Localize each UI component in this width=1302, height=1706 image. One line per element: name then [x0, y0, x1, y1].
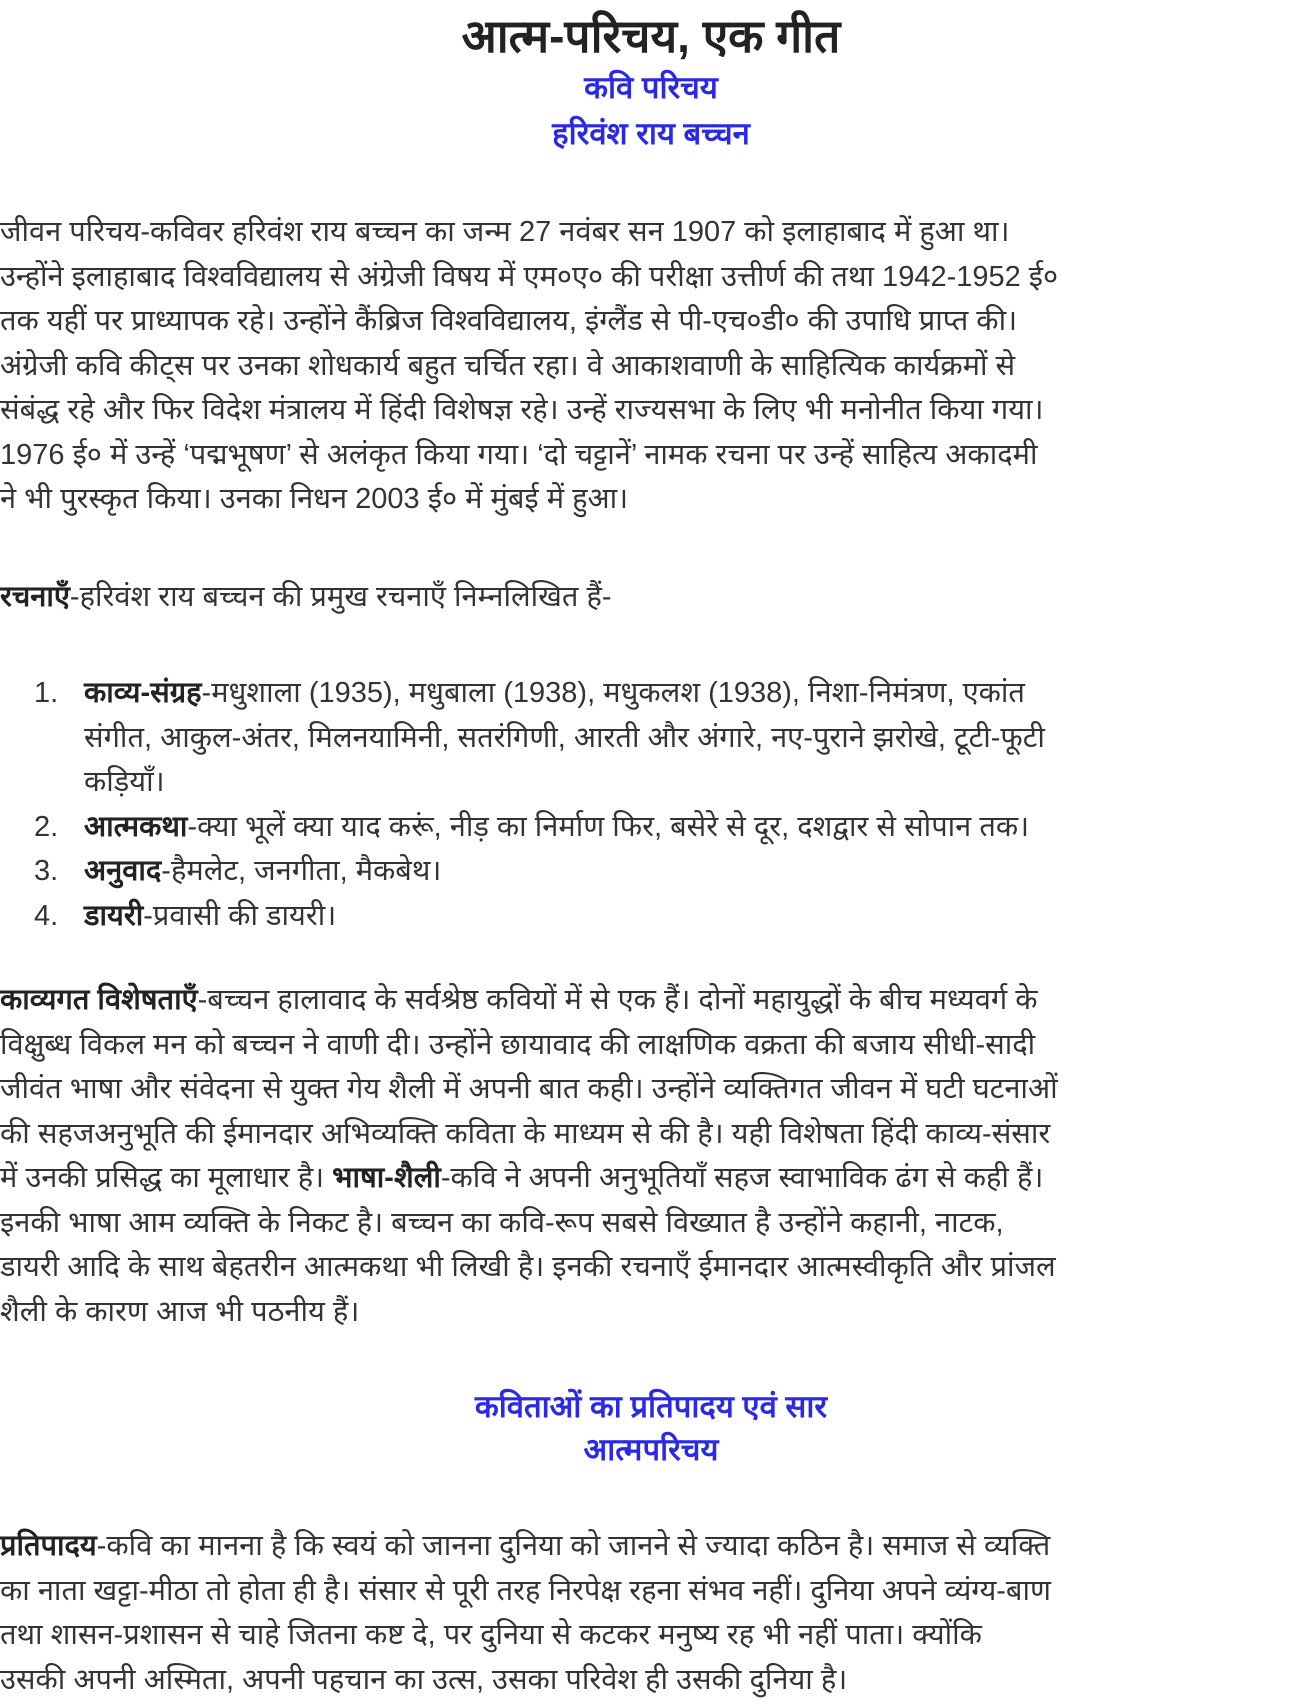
- text-segment: -हरिवंश राय बच्चन की प्रमुख रचनाएँ निम्नलिखित हैं-: [69, 581, 612, 613]
- text-line: [0, 1613, 1302, 1658]
- text-line: [84, 716, 1302, 761]
- text-segment: 1976 ई० में उन्हें ‘पद्मभूषण’ से अलंकृत किया गया। ‘दो चट्टानें’ नामक रचना पर उन्हें साहित्य अकादमी: [0, 438, 1038, 471]
- text-line: [0, 388, 1302, 433]
- text-segment: जीवंत भाषा और संवेदना से युक्त गेय शैली में अपनी बात कही। उन्होंने व्यक्तिगत जीवन में घटी घटनाओं: [0, 1073, 1058, 1105]
- bold-label: आत्मकथा: [84, 810, 188, 843]
- text-line: [0, 210, 1302, 255]
- section2-heading: कविताओं का प्रतिपादय एवं सार: [474, 1389, 828, 1424]
- section2-subheading: आत्मपरिचय: [583, 1432, 719, 1467]
- text-line: [0, 344, 1302, 389]
- text-line: [0, 1112, 1302, 1157]
- text-segment: संगीत, आकुल-अंतर, मिलनयामिनी, सतरंगिणी, आरती और अंगारे, नए-पुराने झरोखे, टूटी-फूटी: [84, 721, 1045, 754]
- text-line: [0, 1067, 1302, 1112]
- text-line: [0, 433, 1302, 478]
- text-line: [0, 1156, 1302, 1201]
- list-number: 1.: [34, 677, 59, 709]
- text-segment: -क्या भूलें क्या याद करूं, नीड़ का निर्माण फिर, बसेरे से दूर, दशद्वार से सोपान तक।: [187, 810, 1030, 843]
- page-title: आत्म-परिचय, एक गीत: [461, 10, 841, 62]
- text-segment: विक्षुब्ध विकल मन को बच्चन ने वाणी दी। उन्होंने छायावाद की लाक्षणिक वक्रता की बजाय सीधी-सादी: [0, 1028, 1036, 1061]
- list-number: 2.: [34, 810, 59, 843]
- text-segment: डायरी आदि के साथ बेहतरीन आत्मकथा भी लिखी है। इनकी रचनाएँ ईमानदार आत्मस्वीकृति और प्रांजल: [0, 1251, 1056, 1283]
- text-segment: -कवि ने अपनी अनुभूतियाँ सहज स्वाभाविक ढंग से कही हैं।: [440, 1162, 1044, 1194]
- text-segment: -बच्चन हालावाद के सर्वश्रेष्ठ कवियों में से एक हैं। दोनों महायुद्धों के बीच मध्यवर्ग के: [197, 984, 1038, 1016]
- text-line: [0, 299, 1302, 344]
- bold-label: काव्यगत विशेषताएँ: [0, 984, 198, 1016]
- bold-label: रचनाएँ: [0, 581, 70, 613]
- bio-paragraph: [0, 210, 1302, 522]
- text-segment: -हैमलेट, जनगीता, मैकबेथ।: [161, 855, 442, 887]
- bold-label: प्रतिपादय: [0, 1530, 97, 1562]
- text-segment: में उनकी प्रसिद्ध का मूलाधार है।: [0, 1162, 333, 1194]
- features-paragraph: [0, 978, 1302, 1334]
- text-line: [0, 1023, 1302, 1068]
- text-segment: उसकी अपनी अस्मिता, अपनी पहचान का उत्स, उसका परिवेश ही उसकी दुनिया है।: [0, 1663, 848, 1696]
- bold-label: डायरी: [84, 899, 144, 932]
- text-line: [0, 1569, 1302, 1614]
- text-segment: जीवन परिचय-कविवर हरिवंश राय बच्चन का जन्म 27 नवंबर सन 1907 को इलाहाबाद में हुआ था।: [0, 216, 1010, 248]
- text-line: [0, 1290, 1302, 1335]
- text-line: [84, 849, 1302, 894]
- text-line: [0, 255, 1302, 300]
- text-line: [84, 894, 1302, 939]
- list-item: [0, 671, 1302, 805]
- text-segment: संबंद्ध रहे और फिर विदेश मंत्रालय में हिंदी विशेषज्ञ रहे। उन्हें राज्यसभा के लिए भी मनोनीत किया गया।: [0, 394, 1044, 426]
- text-line: [84, 760, 1302, 805]
- bold-label: अनुवाद: [84, 855, 162, 887]
- text-line: [0, 477, 1302, 522]
- section-subtitle: कवि परिचय: [584, 70, 718, 105]
- text-segment: -कवि का मानना है कि स्वयं को जानना दुनिया को जानने से ज्यादा कठिन है। समाज से व्यक्ति: [96, 1530, 1051, 1562]
- text-line: [0, 1245, 1302, 1290]
- text-segment: अंग्रेजी कवि कीट्स पर उनका शोधकार्य बहुत चर्चित रहा। वे आकाशवाणी के साहित्यिक कार्यक्रमों से: [0, 349, 1016, 382]
- text-segment: तथा शासन-प्रशासन से चाहे जितना कष्ट दे, पर दुनिया से कटकर मनुष्य रह भी नहीं पाता। क्योंकि: [0, 1619, 982, 1651]
- works-intro: [0, 575, 1302, 620]
- text-segment: कड़ियाँ।: [84, 766, 165, 798]
- bold-label: भाषा-शैली: [332, 1162, 441, 1194]
- text-line: [84, 671, 1302, 716]
- text-segment: की सहजअनुभूति की ईमानदार अभिव्यक्ति कविता के माध्यम से की है। यही विशेषता हिंदी काव्य-संसार: [0, 1117, 1051, 1150]
- text-line: [84, 805, 1302, 850]
- text-segment: -प्रवासी की डायरी।: [143, 899, 337, 932]
- text-segment: उन्होंने इलाहाबाद विश्वविद्यालय से अंग्रेजी विषय में एम०ए० की परीक्षा उत्तीर्ण की तथा 1942-1952 ई०: [0, 260, 1059, 293]
- text-line: [0, 575, 1302, 620]
- list-item: [0, 849, 1302, 894]
- text-segment: तक यहीं पर प्राध्यापक रहे। उन्होंने कैंब्रिज विश्वविद्यालय, इंग्लैंड से पी-एच०डी० की उपाधि प्राप्त की।: [0, 305, 1018, 337]
- text-segment: का नाता खट्टा-मीठा तो होता ही है। संसार से पूरी तरह निरपेक्ष रहना संभव नहीं। दुनिया अपने व्यंग्य-बाण: [0, 1574, 1051, 1607]
- poet-name: हरिवंश राय बच्चन: [552, 116, 750, 151]
- list-number: 4.: [34, 899, 59, 932]
- text-line: [0, 1201, 1302, 1246]
- list-number: 3.: [34, 855, 59, 887]
- text-line: [0, 1524, 1302, 1569]
- theme-paragraph: [0, 1524, 1302, 1702]
- list-item: [0, 894, 1302, 939]
- text-line: [0, 1658, 1302, 1703]
- text-segment: -मधुशाला (1935), मधुबाला (1938), मधुकलश (1938), निशा-निमंत्रण, एकांत: [201, 677, 1025, 709]
- works-list: [0, 671, 1302, 938]
- text-segment: शैली के कारण आज भी पठनीय हैं।: [0, 1295, 360, 1328]
- list-item: [0, 805, 1302, 850]
- text-line: [0, 978, 1302, 1023]
- bold-label: काव्य-संग्रह: [84, 677, 202, 709]
- text-segment: ने भी पुरस्कृत किया। उनका निधन 2003 ई० में मुंबई में हुआ।: [0, 483, 629, 515]
- text-segment: इनकी भाषा आम व्यक्ति के निकट है। बच्चन का कवि-रूप सबसे विख्यात है उन्होंने कहानी, नाटक,: [0, 1206, 1004, 1239]
